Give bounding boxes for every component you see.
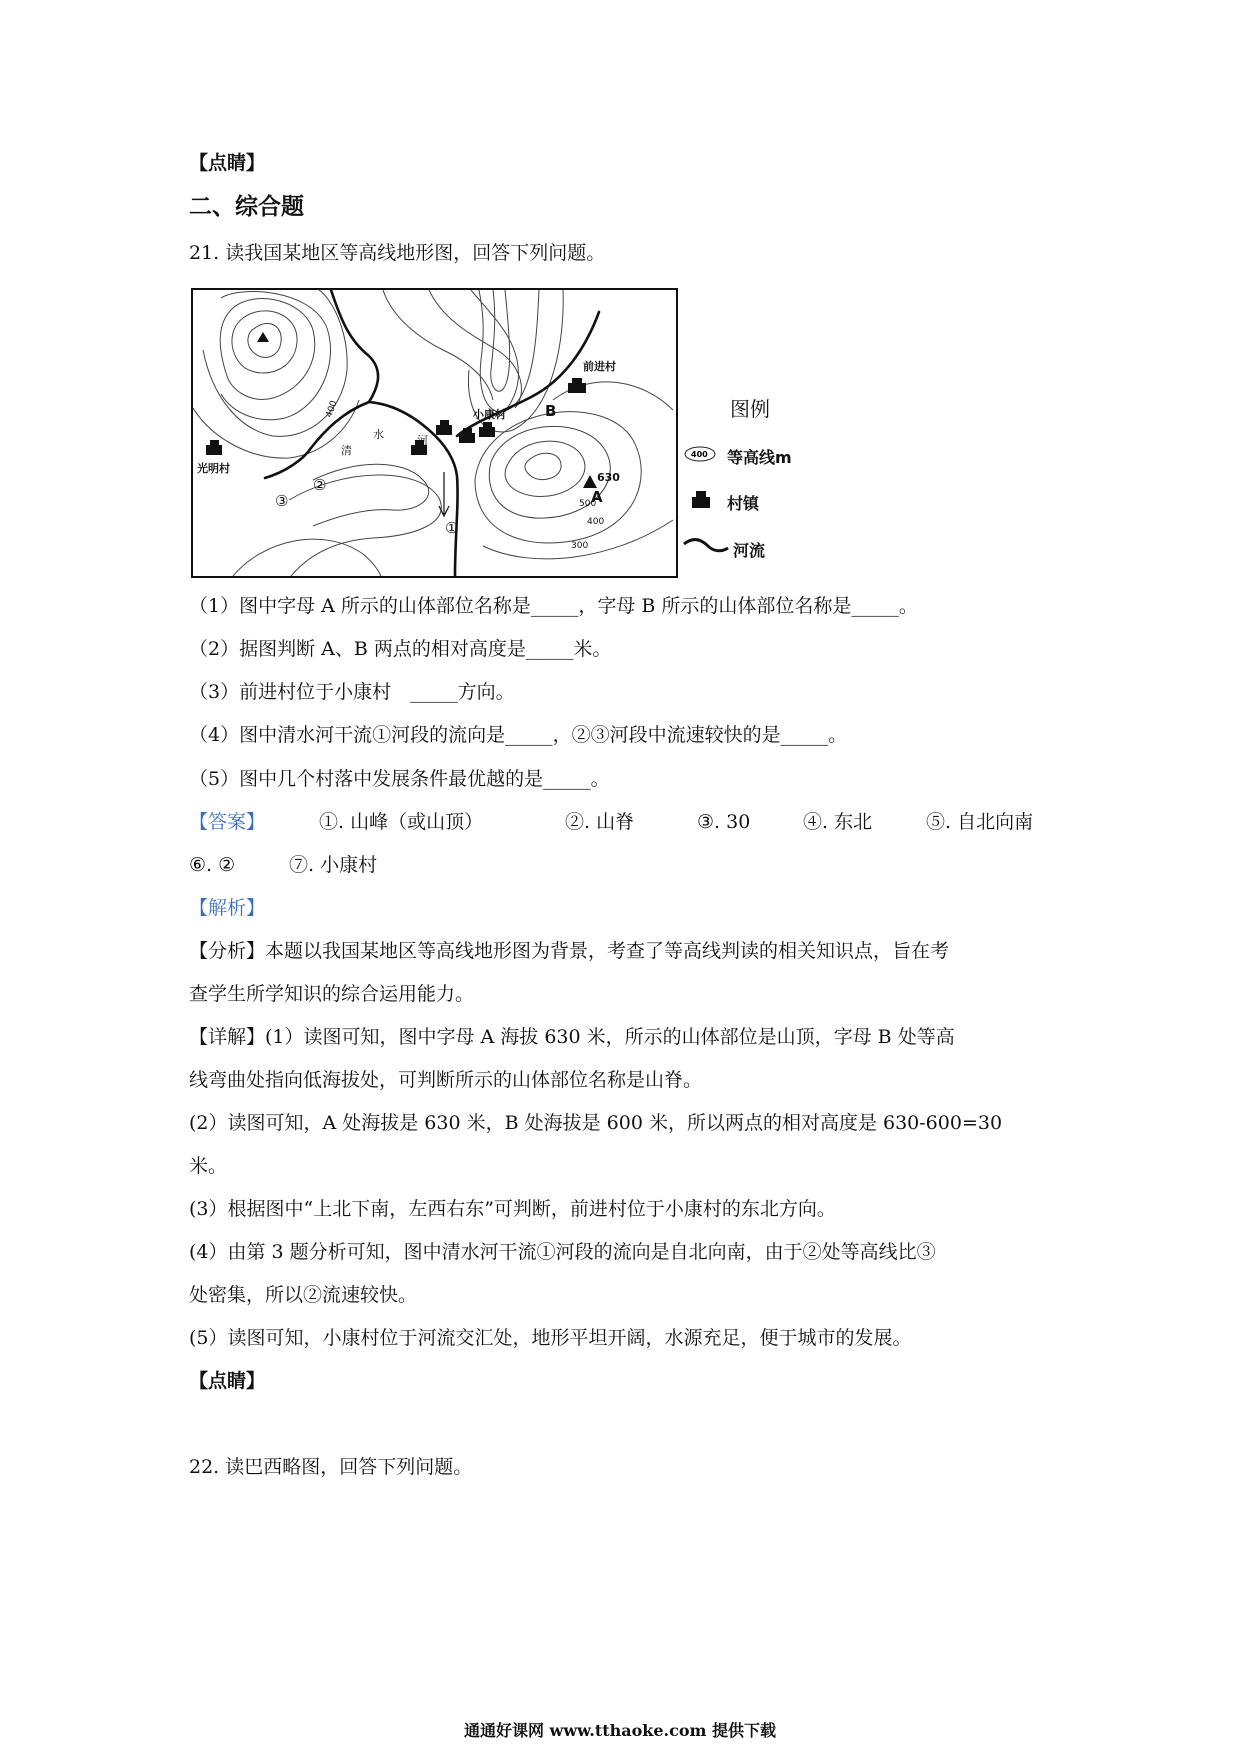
dianjing-tag-top: 【点睛】	[189, 152, 266, 174]
legend-contour-label: 等高线m	[727, 448, 792, 467]
q21-sub5: （5）图中几个村落中发展条件最优越的是_____。	[189, 768, 610, 790]
answer-4: ④. 东北	[803, 811, 873, 833]
point-a-label: A	[591, 488, 603, 506]
contour-label-400-lower: 400	[587, 517, 605, 527]
answer-6: ⑥. ②	[189, 854, 236, 876]
village-qianjin-label: 前进村	[583, 360, 616, 373]
answer-1: ①. 山峰（或山顶）	[319, 811, 484, 833]
contour-map	[191, 288, 678, 578]
village-icon	[690, 490, 714, 512]
q21-sub2: （2）据图判断 A、B 两点的相对高度是_____米。	[189, 638, 612, 660]
svg-text:400: 400	[691, 450, 708, 459]
section-title: 二、综合题	[189, 193, 304, 220]
contour-line	[233, 539, 381, 576]
map-legend	[680, 385, 840, 585]
contour-label-500: 500	[579, 499, 597, 509]
marker-1: ①	[445, 519, 459, 537]
answer-2: ②. 山脊	[565, 811, 635, 833]
analysis-line: 查学生所学知识的综合运用能力。	[189, 983, 475, 1005]
answer-7: ⑦. 小康村	[289, 854, 378, 876]
analysis-line: 【分析】本题以我国某地区等高线地形图为背景，考查了等高线判读的相关知识点，旨在考	[189, 940, 950, 962]
marker-2: ②	[313, 476, 327, 494]
analysis-line: (2）读图可知，A 处海拔是 630 米，B 处海拔是 600 米，所以两点的相对高度是 630-600=30	[189, 1112, 1003, 1134]
village-icons	[206, 378, 586, 455]
left-peak-triangle	[257, 332, 269, 342]
contour-line	[313, 464, 429, 526]
q21-stem: 21. 读我国某地区等高线地形图，回答下列问题。	[189, 242, 606, 264]
contour-line	[383, 290, 493, 400]
contour-line	[220, 299, 315, 400]
contour-map-svg	[193, 290, 676, 576]
contour-label-400: 400	[324, 399, 340, 420]
contour-line	[479, 290, 539, 412]
contour-line	[491, 290, 510, 391]
analysis-line: 【详解】(1）读图可知，图中字母 A 海拔 630 米，所示的山体部位是山顶，字母 B 处等高	[189, 1026, 955, 1048]
analysis-line: (5）读图可知，小康村位于河流交汇处，地形平坦开阔，水源充足，便于城市的发展。	[189, 1327, 912, 1349]
page-footer: 通通好课网 www.tthaoke.com 提供下载	[463, 1721, 777, 1740]
peak-elevation-label: 630	[597, 471, 620, 484]
village-xiaokang-label: 小康村	[473, 408, 506, 421]
answer-3: ③. 30	[697, 811, 751, 833]
legend-river-label: 河流	[733, 541, 766, 560]
river-tributary-north	[331, 290, 378, 402]
analysis-line: 处密集，所以②流速较快。	[189, 1284, 418, 1306]
legend-village-label: 村镇	[727, 494, 760, 513]
contour-line	[505, 441, 585, 496]
contour-label-300: 300	[571, 541, 589, 551]
contour-line	[525, 453, 561, 479]
flow-arrow	[439, 472, 449, 516]
answer-tag: 【答案】	[189, 811, 266, 833]
point-b-label: B	[545, 402, 557, 420]
q22-stem: 22. 读巴西略图，回答下列问题。	[189, 1456, 473, 1478]
river-char-qing: 清	[341, 444, 352, 457]
river-icon	[682, 536, 730, 558]
analysis-line: 米。	[189, 1155, 228, 1177]
village-guangming-label: 光明村	[197, 462, 230, 475]
peak-a-triangle	[583, 475, 597, 488]
contour-line	[289, 475, 441, 576]
contour-sample-icon	[682, 443, 722, 465]
q21-sub3: （3）前进村位于小康村 _____方向。	[189, 681, 515, 703]
analysis-line: (4）由第 3 题分析可知，图中清水河干流①河段的流向是自北向南，由于②处等高线比③	[189, 1241, 936, 1263]
river-char-shui: 水	[373, 428, 384, 441]
dianjing-tag: 【点睛】	[189, 1370, 266, 1392]
analysis-line: 线弯曲处指向低海拔处，可判断所示的山体部位名称是山脊。	[189, 1069, 703, 1091]
q21-sub4: （4）图中清水河干流①河段的流向是_____，②③河段中流速较快的是_____。	[189, 724, 848, 746]
answer-5: ⑤. 自北向南	[926, 811, 1034, 833]
analysis-tag: 【解析】	[189, 897, 266, 919]
contour-line	[429, 290, 521, 408]
q21-sub1: （1）图中字母 A 所示的山体部位名称是_____，字母 B 所示的山体部位名称是_____。	[189, 595, 918, 617]
analysis-line: (3）根据图中“上北下南，左西右东”可判断，前进村位于小康村的东北方向。	[189, 1198, 836, 1220]
legend-title: 图例	[730, 397, 770, 421]
marker-3: ③	[275, 492, 289, 510]
river-char-he: 河	[417, 434, 428, 447]
